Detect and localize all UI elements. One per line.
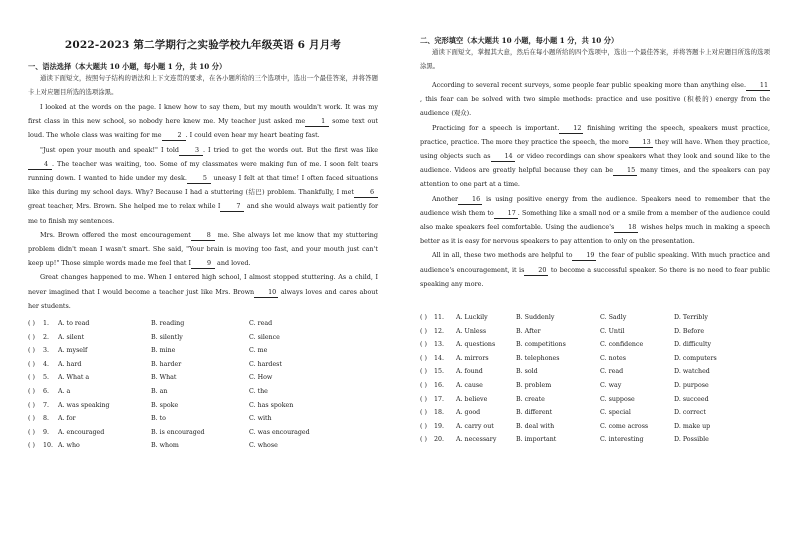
passage-text: is using positive energy from the audience. Speakers need to remember that the audience wish them to [420, 194, 770, 217]
answer-bracket[interactable]: ( ) [420, 314, 427, 321]
passage-text: finishing writing the speech, speakers must practice, practice, practice. The more they practice the speech, the more [420, 123, 770, 146]
question-number: 19. [434, 422, 445, 430]
question-row [420, 365, 770, 379]
passage-text: always loves and cares about her students. [28, 287, 378, 310]
passage-text: wishes helps much in making a speech better as it is easy for nervous speakers to pay attention to only on the presentation. [420, 223, 770, 246]
option-a: A. mirrors [456, 354, 489, 362]
passage-text: , this fear can be solved with two simple methods: practice and use positive (积极的) energy from the audience (观众). [420, 95, 770, 118]
section1-instructions [28, 71, 378, 99]
section2-instructions-text: 通读下面短文，掌握其大意，然后在每小题所给的四个选项中，选出一个最佳答案，并将答题卡上对应题目所选的选项涂黑。 [420, 48, 770, 71]
answer-bracket[interactable]: ( ) [28, 360, 35, 368]
option-c: C. Sadly [600, 314, 627, 321]
option-a: A. encouraged [58, 428, 105, 436]
answer-bracket[interactable]: ( ) [28, 320, 35, 327]
question-number: 1. [43, 320, 50, 327]
blank-20: 20 [524, 266, 548, 276]
passage-text: Another [432, 194, 459, 203]
option-a: A. to read [58, 320, 90, 327]
question-row [420, 379, 770, 393]
option-a: A. believe [456, 395, 488, 403]
option-c: C. Until [600, 327, 625, 335]
blank-9: 9 [191, 259, 215, 269]
blank-15: 15 [613, 166, 637, 176]
section2-questions [420, 311, 770, 447]
question-number: 16. [434, 381, 445, 389]
option-b: B. After [516, 327, 541, 335]
option-d: D. purpose [674, 381, 709, 389]
answer-bracket[interactable]: ( ) [420, 368, 427, 376]
passage-text: . I tried to get the words out. But the first was like [203, 145, 378, 154]
option-b: B. What [151, 374, 177, 382]
question-row [420, 433, 770, 447]
answer-bracket[interactable]: ( ) [28, 333, 35, 341]
question-row [28, 439, 378, 453]
section2-passage [420, 78, 770, 291]
answer-bracket[interactable]: ( ) [420, 436, 427, 444]
blank-3: 3 [179, 146, 203, 156]
section1-paragraph [28, 270, 378, 313]
passage-text: According to several recent surveys, some people fear public speaking more than anything else. [432, 81, 746, 89]
question-number: 6. [43, 387, 50, 395]
section2-heading: 二、完形填空（本大题共 10 小题，每小题 1 分，共 10 分） [420, 36, 619, 45]
option-c: C. notes [600, 354, 626, 362]
answer-bracket[interactable]: ( ) [420, 422, 427, 430]
blank-6: 6 [354, 188, 378, 198]
question-row [28, 358, 378, 372]
option-b: B. problem [516, 381, 552, 389]
answer-bracket[interactable]: ( ) [28, 387, 35, 395]
option-b: B. spoke [151, 401, 179, 409]
option-a: A. found [456, 368, 483, 376]
question-number: 8. [43, 415, 50, 423]
answer-bracket[interactable]: ( ) [28, 415, 35, 423]
exam-title: 2022-2023 第二学期行之实验学校九年级英语 6 月月考 [64, 39, 342, 51]
option-a: A. for [58, 415, 76, 423]
option-a: A. What a [58, 374, 90, 382]
blank-1: 1 [305, 117, 329, 127]
option-a: A. myself [58, 347, 88, 355]
question-number: 18. [434, 409, 445, 417]
passage-text: great teacher, Mrs. Brown. She helped me to relax while I [28, 202, 221, 211]
option-a: A. a [58, 387, 71, 395]
question-number: 9. [43, 428, 50, 436]
blank-12: 12 [559, 124, 583, 134]
option-a: A. who [58, 442, 80, 450]
question-row [28, 385, 378, 399]
option-b: B. Suddenly [516, 314, 555, 321]
section1-paragraph [28, 143, 378, 228]
question-number: 5. [43, 374, 50, 382]
question-row [28, 399, 378, 413]
option-c: C. was encouraged [249, 428, 310, 436]
option-b: B. competitions [516, 341, 566, 349]
section1-paragraph [28, 228, 378, 271]
section2-instructions [420, 45, 770, 73]
question-number: 10. [43, 442, 54, 450]
blank-7: 7 [220, 202, 244, 212]
passage-text: Great changes happened to me. When I entered high school, I almost stopped stuttering. As a child, I never imagined that I would become a teacher just like Mrs. Brown [28, 273, 378, 296]
question-row [420, 338, 770, 352]
blank-18: 18 [614, 223, 638, 233]
option-b: B. to [151, 415, 166, 423]
option-d: D. Terribly [674, 314, 708, 321]
option-c: C. with [249, 415, 272, 423]
passage-text: I looked at the words on the page. I knew how to say them, but my mouth wouldn't work. It was my first class in this new school, so nobody here knew me. My teacher just asked me [28, 103, 378, 126]
blank-17: 17 [494, 209, 518, 219]
option-a: A. good [456, 409, 481, 417]
question-number: 7. [43, 401, 50, 409]
option-d: D. watched [674, 368, 710, 376]
option-b: B. is encouraged [151, 428, 205, 436]
section1-questions [28, 317, 378, 453]
answer-bracket[interactable]: ( ) [420, 341, 427, 349]
passage-text: uneasy I felt at that time! I often faced situations like this during my school days. Why? Because I had a stuttering (结巴) problem. Thankfully, I met [28, 174, 379, 197]
section2-paragraph [420, 248, 770, 291]
question-row [420, 325, 770, 339]
question-row [420, 420, 770, 434]
blank-4: 4 [28, 160, 52, 170]
passage-text: many times, and the speakers can pay attention to one part at a time. [420, 166, 770, 189]
option-c: C. way [600, 381, 622, 389]
option-a: A. silent [58, 333, 85, 341]
question-row [420, 352, 770, 366]
question-number: 20. [434, 436, 445, 444]
blank-13: 13 [629, 138, 653, 148]
option-a: A. hard [58, 360, 82, 368]
option-c: C. read [600, 368, 624, 376]
question-row [28, 426, 378, 440]
option-a: A. questions [456, 341, 496, 349]
passage-text: All in all, these two methods are helpful to [432, 251, 573, 260]
question-row [28, 344, 378, 358]
blank-8: 8 [191, 231, 215, 241]
section2-paragraph [420, 192, 770, 249]
answer-bracket[interactable]: ( ) [420, 409, 427, 417]
option-d: D. difficulty [674, 341, 712, 349]
option-b: B. mine [151, 347, 176, 355]
blank-10: 10 [254, 288, 278, 298]
question-number: 15. [434, 368, 445, 376]
blank-5: 5 [187, 174, 211, 184]
option-d: D. Possible [674, 436, 709, 444]
blank-16: 16 [458, 195, 482, 205]
option-c: C. How [249, 374, 273, 382]
passage-text: or video recordings can show speakers what they look and sound like to the audience. Videos are greatly helpful because they can be [420, 152, 770, 175]
option-b: B. create [516, 395, 545, 403]
passage-text: Practicing for a speech is important. [432, 123, 560, 132]
passage-text: . I could even hear my heart beating fast. [185, 131, 320, 140]
question-row [28, 317, 378, 331]
option-a: A. carry out [456, 422, 494, 430]
option-c: C. read [249, 320, 273, 327]
blank-11: 11 [746, 81, 770, 91]
option-b: B. sold [516, 368, 538, 376]
option-d: D. correct [674, 409, 706, 417]
question-row [28, 331, 378, 345]
option-a: A. Luckily [456, 314, 488, 321]
option-b: B. reading [151, 320, 185, 327]
option-b: B. an [151, 387, 168, 395]
answer-bracket[interactable]: ( ) [28, 428, 35, 436]
passage-text: to become a successful speaker. So there is no need to fear public speaking any more. [420, 265, 770, 288]
section1-paragraph [28, 100, 378, 143]
option-c: C. confidence [600, 341, 644, 349]
question-number: 11. [434, 314, 445, 321]
answer-bracket[interactable]: ( ) [420, 395, 427, 403]
option-b: B. different [516, 409, 553, 417]
section2-paragraph [420, 78, 770, 121]
passage-text: "Just open your mouth and speak!" I told [40, 145, 180, 154]
option-c: C. special [600, 409, 631, 417]
blank-2: 2 [162, 131, 186, 141]
option-b: B. whom [151, 442, 179, 450]
answer-bracket[interactable]: ( ) [28, 347, 35, 355]
question-number: 13. [434, 341, 445, 349]
answer-bracket[interactable]: ( ) [420, 327, 427, 335]
section1-instructions-text: 通读下面短文，按照句子结构的语法和上下文连贯的要求，在各小题所给的三个选项中，选出一个最佳答案，并将答题卡上对应题目所选的选项涂黑。 [28, 74, 378, 97]
option-c: C. whose [249, 442, 278, 450]
option-c: C. silence [249, 333, 280, 341]
answer-bracket[interactable]: ( ) [420, 381, 427, 389]
blank-19: 19 [572, 251, 596, 261]
option-c: C. has spoken [249, 401, 294, 409]
option-c: C. the [249, 387, 268, 395]
answer-bracket[interactable]: ( ) [28, 401, 35, 409]
question-row [420, 406, 770, 420]
answer-bracket[interactable]: ( ) [28, 442, 35, 450]
option-b: B. deal with [516, 422, 555, 430]
question-row [28, 412, 378, 426]
question-number: 4. [43, 360, 50, 368]
question-number: 12. [434, 327, 445, 335]
passage-text: and loved. [215, 259, 251, 268]
option-a: A. cause [456, 381, 483, 389]
question-row [420, 311, 770, 325]
option-b: B. harder [151, 360, 182, 368]
option-c: C. come across [600, 422, 649, 430]
section1-heading: 一、语法选择（本大题共 10 小题，每小题 1 分，共 10 分） [28, 62, 227, 71]
question-number: 2. [43, 333, 50, 341]
passage-text: . Something like a small nod or a smile from a member of the audience could also make speakers feel comfortable. Using the audience's [420, 208, 770, 232]
passage-text: Mrs. Brown offered the most encouragement [40, 230, 191, 239]
option-b: B. telephones [516, 354, 560, 362]
option-c: C. hardest [249, 360, 282, 368]
option-a: A. necessary [456, 436, 497, 444]
passage-text: . The teacher was waiting, too. Some of my classmates were making fun of me. I soon felt tears running down. I wanted to hide under my desk. [28, 159, 378, 183]
option-a: A. Unless [456, 327, 487, 335]
section1-passage [28, 100, 378, 313]
option-d: D. make up [674, 422, 711, 430]
option-b: B. silently [151, 333, 183, 341]
option-c: C. interesting [600, 436, 644, 444]
passage-text: the fear of public speaking. With much practice and audience's encouragement, it is [420, 251, 771, 274]
passage-text: they will have. When they practice, using objects such as [420, 137, 770, 161]
passage-text: some text out loud. The whole class was waiting for me [28, 117, 378, 140]
option-d: D. succeed [674, 395, 709, 403]
passage-text: and she would always wait patiently for me to finish my sentences. [28, 202, 378, 225]
option-c: C. me [249, 347, 268, 355]
option-d: D. computers [674, 354, 717, 362]
question-number: 14. [434, 354, 445, 362]
question-number: 17. [434, 395, 445, 403]
question-row [28, 371, 378, 385]
option-a: A. was speaking [58, 401, 110, 409]
option-b: B. important [516, 436, 557, 444]
passage-text: me. She always let me know that my stuttering problem didn't mean I wasn't smart. She said, "Your brain is moving too fast, and your mouth just can't keep up!" Those simple words made me feel that I [28, 230, 378, 268]
option-d: D. Before [674, 327, 705, 335]
option-c: C. suppose [600, 395, 635, 403]
blank-14: 14 [491, 152, 515, 162]
question-row [420, 393, 770, 407]
answer-bracket[interactable]: ( ) [28, 374, 35, 382]
answer-bracket[interactable]: ( ) [420, 354, 427, 362]
question-number: 3. [43, 347, 50, 355]
section2-paragraph [420, 121, 770, 192]
